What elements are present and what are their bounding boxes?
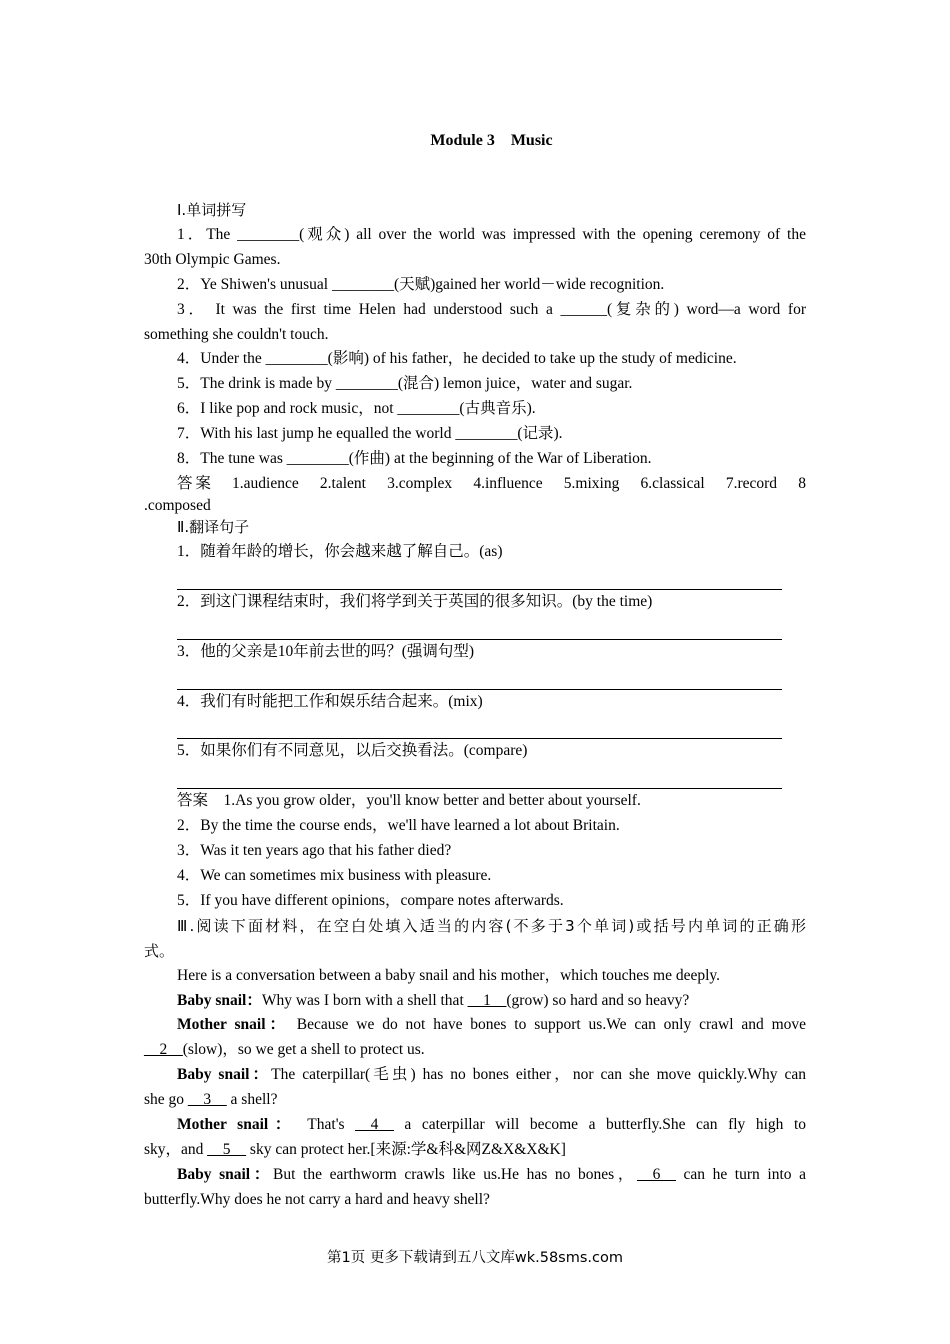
s2-answer-2: 2．By the time the course ends，we'll have learned a lot about Britain. [177, 817, 620, 835]
s2-item-5: 5．如果你们有不同意见，以后交换看法。(compare) [177, 742, 528, 760]
speaker-mother-snail: Mother snail： [177, 1116, 298, 1134]
s1-item-5: 5．The drink is made by ________(混合) lemon juice，water and sugar. [177, 375, 633, 393]
blank-2[interactable]: __2__ [144, 1041, 183, 1059]
page-title: Module 3 Music [430, 132, 553, 149]
s1-item-4: 4．Under the ________(影响) of his father，he decided to take up the study of medicine. [177, 350, 737, 368]
s3-dialog-1: Baby snail：Why was I born with a shell that __1__(grow) so hard and so heavy? [177, 991, 690, 1009]
s3-intro: Here is a conversation between a baby snail and his mother，which touches me deeply. [177, 966, 721, 984]
s2-answer-line-2[interactable] [177, 615, 782, 640]
s3-dialog-4: Mother snail： That's __4__ a caterpillar will become a butterfly.She can fly high to [177, 1116, 807, 1134]
s3-dialog-3: Baby snail：The caterpillar(毛虫) has no bones either，nor can she move quickly.Why can [177, 1066, 806, 1084]
s1-item-1-cont: 30th Olympic Games. [144, 250, 281, 268]
s2-item-4: 4．我们有时能把工作和娱乐结合起来。(mix) [177, 692, 483, 710]
section-2-heading: Ⅱ.翻译句子 [177, 517, 250, 536]
section-3-heading-cont: 式。 [144, 941, 175, 960]
s2-answer-line-1[interactable] [177, 565, 782, 590]
blank-6[interactable]: __6__ [637, 1165, 676, 1183]
s2-answer-line-5[interactable] [177, 764, 782, 789]
section-3-heading: Ⅲ.阅读下面材料，在空白处填入适当的内容(不多于3个单词)或括号内单词的正确形 [177, 916, 806, 935]
s1-item-8: 8．The tune was ________(作曲) at the beginning of the War of Liberation. [177, 450, 652, 468]
s3-dialog-5-cont: butterfly.Why does he not carry a hard and heavy shell? [144, 1190, 490, 1208]
s2-answer-1: 答案 1.As you grow older，you'll know better and better about yourself. [177, 792, 641, 810]
s2-answer-4: 4．We can sometimes mix business with pleasure. [177, 867, 492, 885]
s2-answer-line-3[interactable] [177, 665, 782, 690]
speaker-baby-snail: Baby snail： [177, 991, 262, 1009]
s3-dialog-3-cont: she go __3__ a shell? [144, 1091, 278, 1109]
s1-item-3: 3． It was the first time Helen had understood such a ______(复杂的) word—a word for [177, 300, 806, 318]
section-1-heading: Ⅰ.单词拼写 [177, 201, 247, 219]
speaker-mother-snail: Mother snail： [177, 1016, 289, 1034]
s2-item-2: 2．到这门课程结束时，我们将学到关于英国的很多知识。(by the time) [177, 592, 653, 610]
page-footer: 第1页 更多下载请到五八文库wk.58sms.com [327, 1250, 623, 1266]
s2-item-3: 3．他的父亲是10年前去世的吗？(强调句型) [177, 642, 475, 660]
s1-item-3-cont: something she couldn't touch. [144, 325, 329, 343]
s1-answer: 答案 1.audience 2.talent 3.complex 4.influence 5.mixing 6.classical 7.record 8 [177, 474, 806, 492]
blank-1[interactable]: __1__ [467, 991, 507, 1009]
speaker-baby-snail: Baby snail： [177, 1165, 274, 1183]
s3-dialog-5: Baby snail：But the earthworm crawls like us.He has no bones，__6__ can he turn into a [177, 1165, 806, 1183]
document-body [144, 198, 806, 1213]
s2-answer-5: 5．If you have different opinions，compare notes afterwards. [177, 891, 564, 909]
speaker-baby-snail: Baby snail： [177, 1066, 272, 1084]
blank-5[interactable]: __5__ [207, 1141, 247, 1158]
s2-item-1: 1．随着年龄的增长，你会越来越了解自己。(as) [177, 542, 503, 560]
s1-item-2: 2．Ye Shiwen's unusual ________(天赋)gained her world－wide recognition. [177, 275, 665, 293]
s3-dialog-2: Mother snail： Because we do not have bones to support us.We can only crawl and move [177, 1016, 807, 1034]
s1-answer-cont: .composed [144, 496, 211, 514]
s2-answer-line-4[interactable] [177, 714, 782, 739]
s3-dialog-4-cont: sky，and __5__ sky can protect her.[来源:学&科&网Z&X&X&K] [144, 1141, 566, 1158]
blank-4[interactable]: __4__ [355, 1116, 394, 1134]
s3-dialog-2-cont: __2__(slow)，so we get a shell to protect us. [144, 1041, 425, 1059]
s2-answer-3: 3．Was it ten years ago that his father died? [177, 842, 452, 860]
s1-item-1: 1．The ________(观众) all over the world was impressed with the opening ceremony of the [177, 225, 806, 243]
blank-3[interactable]: __3__ [187, 1091, 227, 1109]
s1-item-7: 7．With his last jump he equalled the world ________(记录). [177, 425, 563, 443]
s1-item-6: 6．I like pop and rock music，not ________(古典音乐). [177, 400, 536, 418]
